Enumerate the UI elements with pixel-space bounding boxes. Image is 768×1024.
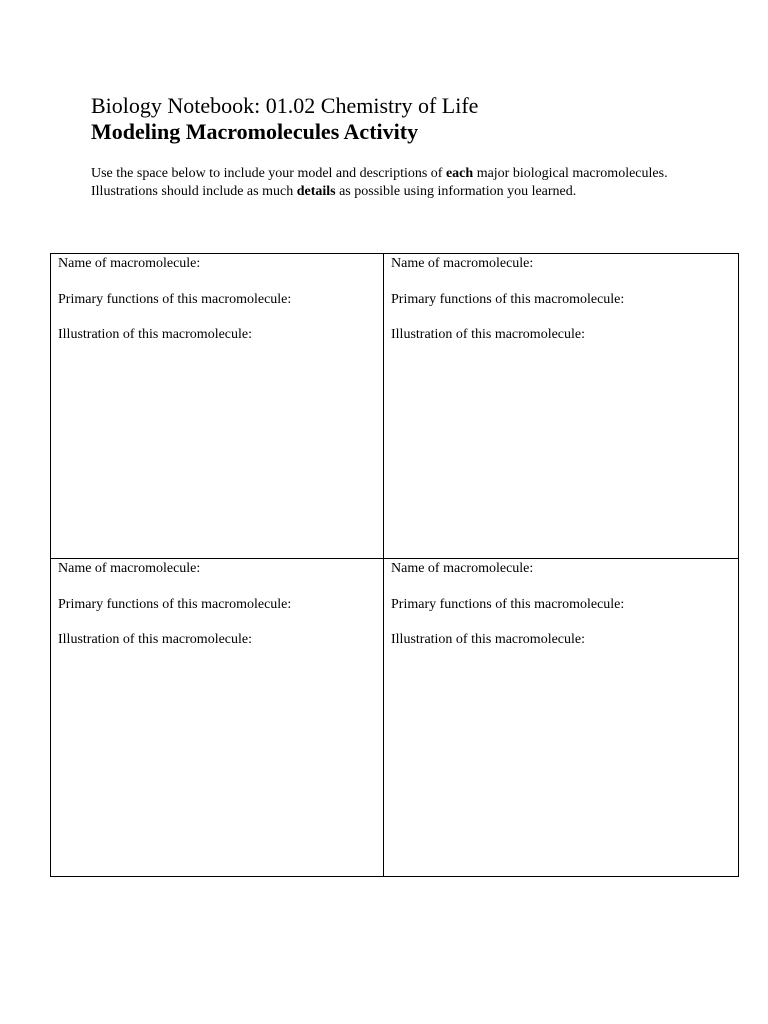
illustration-label: Illustration of this macromolecule: [58, 327, 253, 342]
macromolecule-cell-3[interactable] [51, 559, 384, 877]
functions-label: Primary functions of this macromolecule: [58, 292, 292, 307]
macromolecule-cell-1[interactable] [51, 254, 384, 559]
name-label: Name of macromolecule: [58, 561, 201, 576]
macromolecule-grid [50, 253, 739, 877]
instructions-text-3: as possible using information you learned. [335, 184, 577, 199]
macromolecule-cell-2[interactable] [384, 254, 739, 559]
name-label: Name of macromolecule: [58, 256, 201, 271]
functions-label: Primary functions of this macromolecule: [391, 597, 625, 612]
page-subtitle: Modeling Macromolecules Activity [91, 119, 419, 144]
name-label: Name of macromolecule: [391, 256, 534, 271]
name-label: Name of macromolecule: [391, 561, 534, 576]
functions-label: Primary functions of this macromolecule: [58, 597, 292, 612]
page-title: Biology Notebook: 01.02 Chemistry of Life [91, 93, 479, 118]
macromolecule-cell-4[interactable] [384, 559, 739, 877]
illustration-label: Illustration of this macromolecule: [391, 327, 586, 342]
instructions-bold-each: each [445, 166, 474, 181]
illustration-label: Illustration of this macromolecule: [58, 632, 253, 647]
functions-label: Primary functions of this macromolecule: [391, 292, 625, 307]
illustration-label: Illustration of this macromolecule: [391, 632, 586, 647]
instructions-text-2: major biological macromolecules. Illustrations should include as much [91, 166, 668, 199]
instructions-text-1: Use the space below to include your model and descriptions of [91, 166, 446, 181]
instructions-paragraph [91, 165, 691, 201]
instructions-bold-details: details [296, 184, 336, 199]
